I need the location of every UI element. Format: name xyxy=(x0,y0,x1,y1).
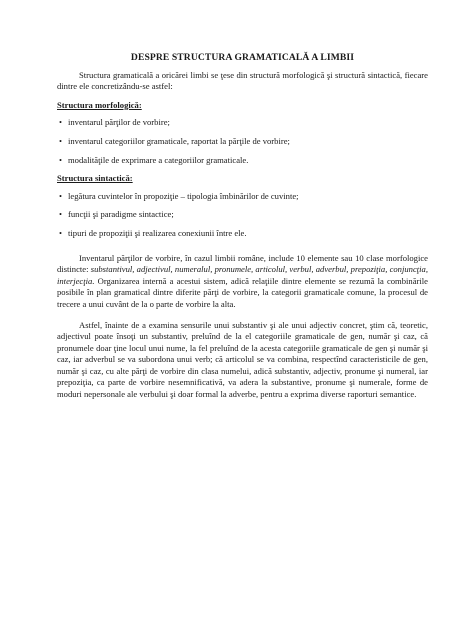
morphology-heading: Structura morfologică: xyxy=(57,99,142,110)
document-title: DESPRE STRUCTURA GRAMATICALĂ A LIMBII xyxy=(130,52,355,63)
combination-paragraph: Astfel, înainte de a examina sensurile unui substantiv şi ale unui adjectiv concret, ştim că, teoretic, adjectivul poate însoţi un substantiv, preluînd de la el categoriile gramaticale de gen, număr şi caz, că pronumele doar ţine locul unui nume, la fel preluînd de la acesta categoriile gramaticale de gen şi număr şi caz, iar adverbul se va subordona unui verb; că articolul se va combina, respectînd caracteristicile de gen, număr şi caz, cu alte părţi de vorbire din clasa numelui, adică substantiv, adjectiv, pronume şi numeral, iar prepoziţia, ca parte de vorbire nesemnificativă, va adera la substantive, pronume şi numerale, forme de moduri nepersonale ale verbului şi doar formal la adverbe, pentru a exprima diverse raporturi semantice. xyxy=(57,319,428,400)
synt-list-item xyxy=(59,209,428,221)
synt-item-text: tipuri de propoziţii şi realizarea conexiunii între ele. xyxy=(68,227,247,238)
morph-item-text: inventarul părţilor de vorbire; xyxy=(68,117,170,128)
synt-item-text: legătura cuvintelor în propoziţie – tipologia îmbinărilor de cuvinte; xyxy=(68,190,299,201)
synt-item-text: funcţii şi paradigme sintactice; xyxy=(68,209,174,220)
paragraph-text: Organizarea internă a acestui sistem, adică relaţiile dintre elemente se rezumă la combinările posibile în plan gramatical dintre diferite părţi de vorbire, la categorii gramaticale comune, la procesul de trecere a unui cuvânt de la o parte de vorbire la alta. xyxy=(57,275,428,309)
syntax-heading: Structura sintactică: xyxy=(57,173,133,184)
morph-item-text: inventarul categoriilor gramaticale, raportat la părţile de vorbire; xyxy=(68,135,290,146)
bullet-glyph: • xyxy=(59,117,63,128)
morph-list-item xyxy=(59,117,428,129)
bullet-glyph: • xyxy=(59,154,63,165)
bullet-glyph: • xyxy=(59,209,63,220)
intro-paragraph: Structura gramaticală a oricărei limbi se ţese din structură morfologică şi structură sintactică, fiecare dintre ele concretizându-se astfel: xyxy=(57,69,428,92)
synt-list-item xyxy=(59,191,428,203)
morph-item-text: modalităţile de exprimare a categoriilor gramaticale. xyxy=(68,154,249,165)
bullet-glyph: • xyxy=(59,227,63,238)
bullet-glyph: • xyxy=(59,135,63,146)
morph-list-item xyxy=(59,136,428,148)
bullet-glyph: • xyxy=(59,190,63,201)
synt-list-item xyxy=(59,228,428,240)
parts-of-speech-list: substantivul, adjectivul, numeralul, pronumele, articolul, verbul, adverbul, prepoziţia, conjuncţia, interjecţia. xyxy=(57,264,428,286)
paragraph-text: Inventarul părţilor de vorbire, în cazul limbii române, include 10 elemente sau 10 clase morfologice distincte: xyxy=(57,252,428,275)
morph-list-item xyxy=(59,155,428,167)
parts-of-speech-paragraph xyxy=(57,253,428,311)
